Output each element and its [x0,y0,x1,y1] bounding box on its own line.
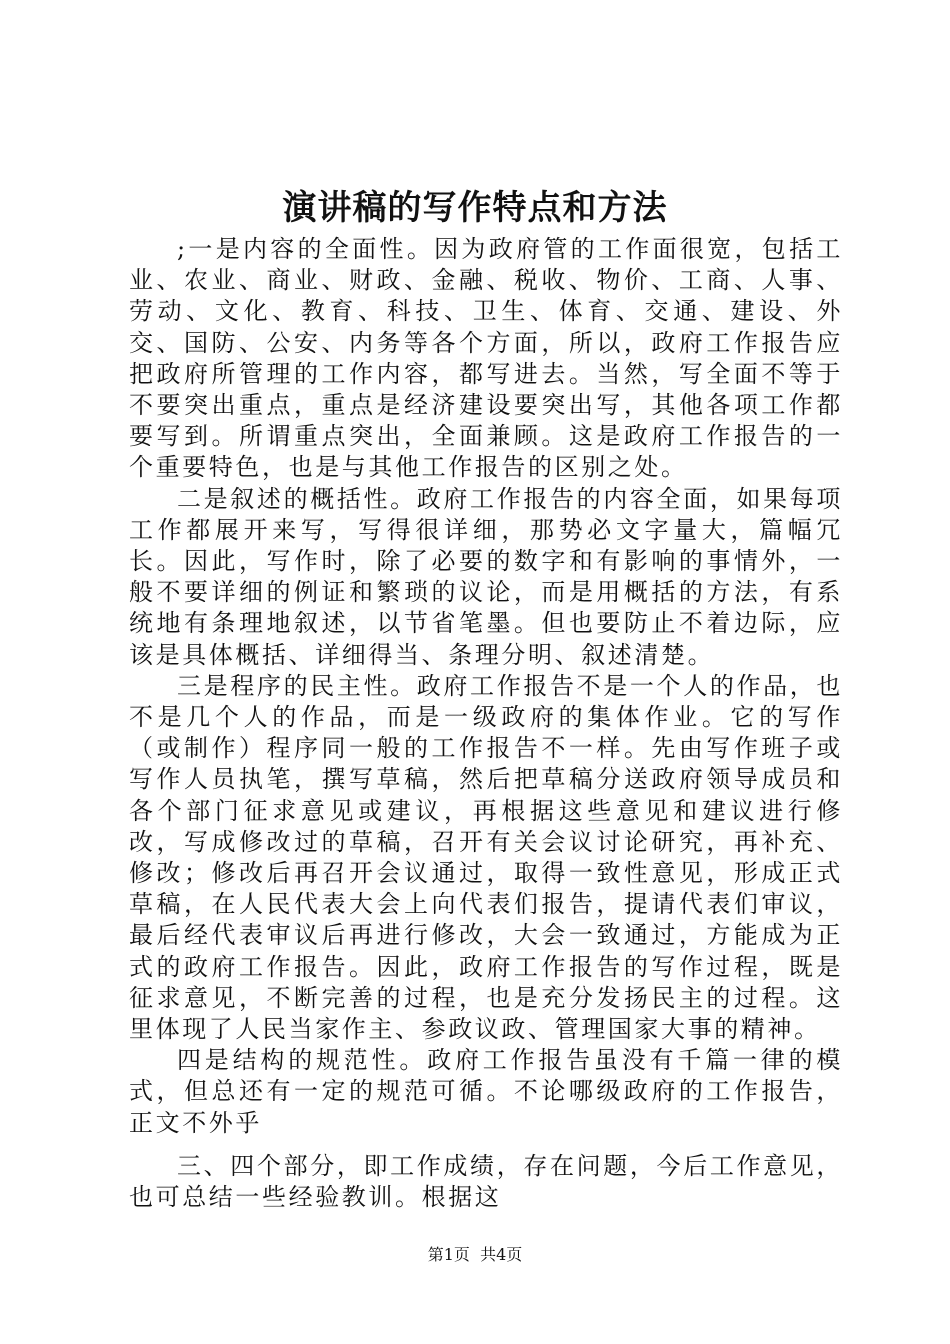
paragraph-4: 四是结构的规范性。政府工作报告虽没有千篇一律的模式，但总还有一定的规范可循。不论哪级政府的工作报告，正文不外乎 [129,1046,843,1137]
page-total: 共4页 [480,1245,523,1264]
page-number: 第1页 [427,1245,470,1264]
page-footer [0,1244,950,1266]
footer-spacer [470,1245,480,1264]
page-title: 演讲稿的写作特点和方法 [282,188,668,228]
paragraph-1: ;一是内容的全面性。因为政府管的工作面很宽，包括工业、农业、商业、财政、金融、税收、物价、工商、人事、劳动、文化、教育、科技、卫生、体育、交通、建设、外交、国防、公安、内务等各个方面，所以，政府工作报告应把政府所管理的工作内容，都写进去。当然，写全面不等于不要突出重点，重点是经济建设要突出写，其他各项工作都要写到。所谓重点突出，全面兼顾。这是政府工作报告的一个重要特色，也是与其他工作报告的区别之处。 [129,235,843,482]
paragraph-3: 三是程序的民主性。政府工作报告不是一个人的作品，也不是几个人的作品，而是一级政府的集体作业。它的写作（或制作）程序同一般的工作报告不一样。先由写作班子或写作人员执笔，撰写草稿，然后把草稿分送政府领导成员和各个部门征求意见或建议，再根据这些意见和建议进行修改，写成修改过的草稿，召开有关会议讨论研究，再补充、修改；修改后再召开会议通过，取得一致性意见，形成正式草稿，在人民代表大会上向代表们报告，提请代表们审议，最后经代表审议后再进行修改，大会一致通过，方能成为正式的政府工作报告。因此，政府工作报告的写作过程，既是征求意见，不断完善的过程，也是充分发扬民主的过程。这里体现了人民当家作主、参政议政、管理国家大事的精神。 [129,671,843,1044]
document-body [129,234,843,1213]
paragraph-5: 三、四个部分，即工作成绩，存在问题，今后工作意见，也可总结一些经验教训。根据这 [129,1151,843,1212]
paragraph-2: 二是叙述的概括性。政府工作报告的内容全面，如果每项工作都展开来写，写得很详细，那势必文字量大，篇幅冗长。因此，写作时，除了必要的数字和有影响的事情外，一般不要详细的例证和繁琐的议论，而是用概括的方法，有系统地有条理地叙述，以节省笔墨。但也要防止不着边际，应该是具体概括、详细得当、条理分明、叙述清楚。 [129,484,843,669]
